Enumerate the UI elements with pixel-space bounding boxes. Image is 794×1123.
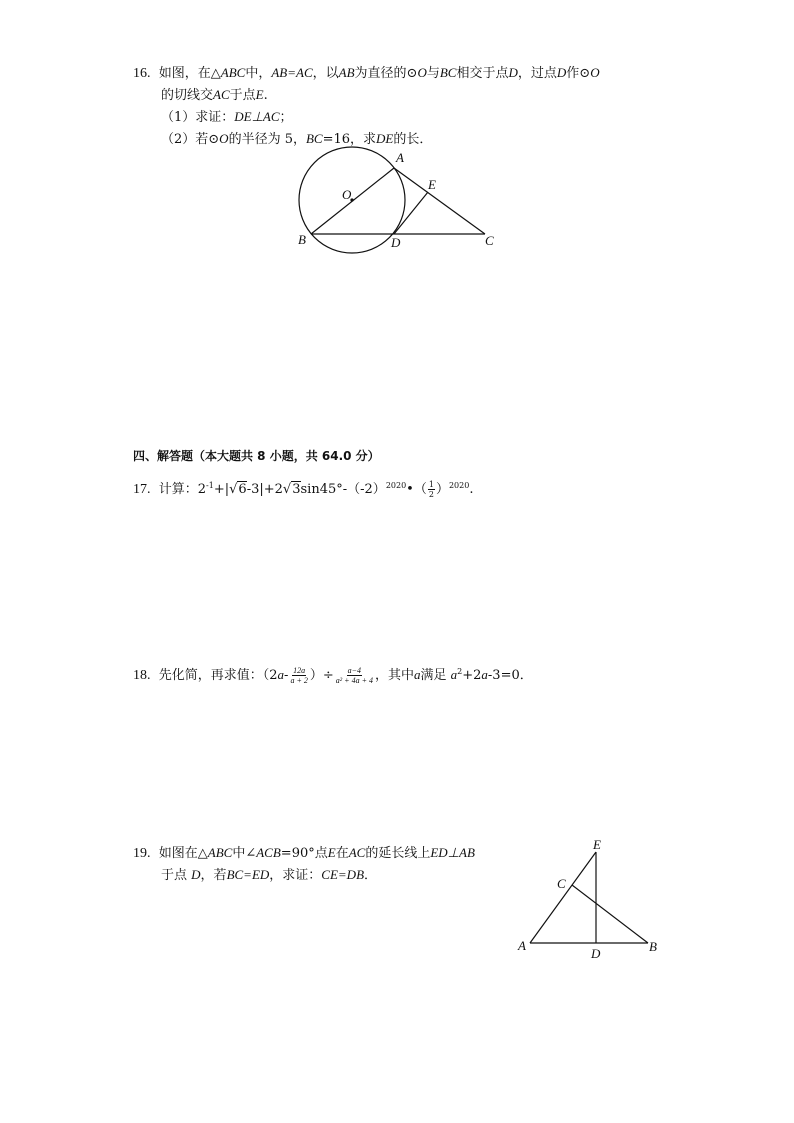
q18-text: a [277,667,285,682]
q16-text: 相交于点 [456,66,509,81]
label-a: A [518,938,526,953]
q17-text: . [469,482,474,497]
q16-text: 的切线交 [161,88,214,103]
q18-text: - [284,668,289,683]
q16-text: 于点 [229,88,256,103]
q18-text: a [450,667,458,682]
q18-line [133,664,533,685]
label-a: A [396,150,404,165]
q17-text: -3|+2 [246,482,283,497]
q16-text: O [417,65,427,80]
denominator: a + 2 [290,676,308,685]
q19-text: 的延长线上 [365,846,431,861]
label-b: B [649,939,657,954]
q19-text: 在 [335,846,349,861]
q16-text: 中， [245,66,272,81]
segment-ac [394,168,485,234]
q19-text: ED⊥AB [430,845,475,860]
label-c: C [557,876,566,891]
segment-ae [530,852,596,943]
q18-text: 满足 [420,668,447,683]
q17-text: sin45°-（-2） [300,482,386,497]
q16-text: 如图，在△ [158,66,221,81]
section-heading: 四、解答题（本大题共 8 小题，共 64.0 分） [133,449,380,463]
q16-text: AC [213,87,230,102]
q17-text: 2020 [385,481,407,490]
q16-text: BC [439,65,457,80]
q19-text: 如图在△ [158,846,208,861]
q17-text: -1 [206,481,214,490]
q17-text: 6 [238,482,247,497]
q19-text: 中∠ [232,846,257,861]
q19-text: ，若 [200,868,227,883]
q19-text: AC [348,845,366,860]
q19-text: ，求证： [269,868,322,883]
sqrt-sign-icon: √ [229,482,238,497]
q16-text: （2）若⊙ [161,132,220,147]
q19-text: D [191,867,201,882]
numerator: a−4 [347,666,362,675]
q19-figure [0,820,794,970]
q16-text: 的半径为 5， [228,132,306,147]
fraction [428,480,435,499]
q19-text: BC=ED [226,867,270,882]
q19-text: ． [364,868,378,883]
q19-text: ACB [256,845,281,860]
q18-text: -3=0． [487,668,533,683]
q16-text: . [263,88,268,103]
q16-text: DE [376,131,394,146]
q16-text: E [255,87,264,102]
label-b: B [298,232,306,247]
q17-text: +| [213,482,230,497]
q16-text: 作⊙ [566,66,591,81]
numerator: 1 [428,480,434,489]
q17-text: 2020 [448,481,470,490]
denominator: 2 [428,490,434,499]
q17-text: 3 [292,482,301,497]
q18-text: a [481,667,488,682]
q19-text: CE=DB [321,867,365,882]
fraction [335,666,374,685]
q16-text: 与 [426,66,440,81]
q16-text: 为直径的⊙ [354,66,418,81]
q16-figure [0,0,794,300]
q19-number: 19. [133,846,151,861]
q17-text: •（ [406,482,427,497]
label-d: D [391,235,401,250]
q19-text: ABC [207,845,233,860]
q16-text: BC [305,131,323,146]
q18-text: ）÷ [309,668,334,683]
q16-text: ； [279,110,293,125]
label-o: O [342,187,352,202]
fraction [289,666,308,685]
q17-text: ） [435,482,449,497]
label-c: C [485,233,494,248]
q16-text: O [219,131,229,146]
q16-text: DE⊥AC [234,109,280,124]
q16-number: 16. [133,66,151,81]
label-e: E [593,837,601,852]
label-d: D [591,946,601,961]
q17-text: 计算：2 [158,482,207,497]
q17-number: 17. [133,482,151,497]
q19-text: 于点 [161,868,188,883]
tangent-de [394,192,428,234]
q16-text: D [508,65,518,80]
q19-text: E [327,845,336,860]
q18-text: a [413,667,421,682]
q18-text: 2 [457,667,463,676]
q16-text: 的长． [393,132,433,147]
q16-text: O [590,65,600,80]
q16-text: ABC [220,65,246,80]
segment-cb [572,885,648,943]
q16-text: （1）求证： [161,110,235,125]
q16-text: AB=AC [271,65,313,80]
sqrt-sign-icon: √ [282,482,292,497]
q16-text: ，以 [312,66,339,81]
denominator: a² + 4a + 4 [335,676,373,685]
q18-number: 18. [133,668,151,683]
q18-text: 先化简，再求值：（2 [158,668,278,683]
q16-text: ，过点 [517,66,557,81]
q16-text: D [556,65,567,80]
q19-text: =90°点 [280,846,328,861]
q18-text: ，其中 [374,668,414,683]
label-e: E [428,177,436,192]
q16-text: =16，求 [322,132,377,147]
q16-text: AB [338,65,355,80]
q18-text: +2 [462,668,482,683]
numerator: 12a [293,666,306,675]
q17-line [133,478,473,499]
